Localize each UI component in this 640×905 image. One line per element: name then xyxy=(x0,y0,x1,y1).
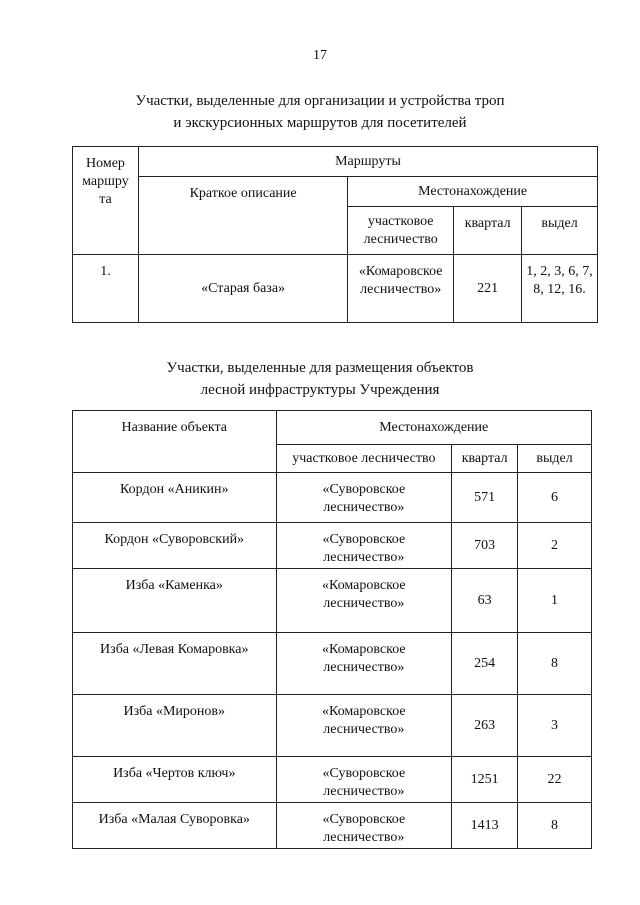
object-plot: 8 xyxy=(518,633,592,695)
section2-title xyxy=(0,357,640,401)
header-quarter: квартал xyxy=(452,445,518,473)
object-quarter: 263 xyxy=(452,695,518,757)
object-name: Изба «Миронов» xyxy=(73,695,277,757)
object-quarter: 703 xyxy=(452,523,518,569)
header-plot: выдел xyxy=(522,207,598,255)
object-forestry: «Суворовское лесничество» xyxy=(276,473,452,523)
object-name: Кордон «Суворовский» xyxy=(73,523,277,569)
header-number: Номер маршру та xyxy=(73,147,139,255)
table-row xyxy=(73,473,592,523)
infrastructure-table xyxy=(72,410,592,849)
route-plot: 1, 2, 3, 6, 7, 8, 12, 16. xyxy=(522,255,598,323)
header-plot: выдел xyxy=(518,445,592,473)
object-plot: 1 xyxy=(518,569,592,633)
object-name: Изба «Чертов ключ» xyxy=(73,757,277,803)
page-number: 17 xyxy=(313,48,327,63)
object-quarter: 63 xyxy=(452,569,518,633)
section2-title-line1: Участки, выделенные для размещения объектов xyxy=(166,360,474,376)
section1-title xyxy=(0,90,640,134)
object-forestry: «Суворовское лесничество» xyxy=(276,523,452,569)
object-forestry: «Комаровское лесничество» xyxy=(276,695,452,757)
object-plot: 3 xyxy=(518,695,592,757)
object-quarter: 1251 xyxy=(452,757,518,803)
route-number: 1. xyxy=(73,255,139,323)
header-routes: Маршруты xyxy=(138,147,597,177)
object-quarter: 1413 xyxy=(452,803,518,849)
object-forestry: «Суворовское лесничество» xyxy=(276,803,452,849)
object-plot: 2 xyxy=(518,523,592,569)
object-forestry: «Комаровское лесничество» xyxy=(276,569,452,633)
route-description: «Старая база» xyxy=(138,255,347,323)
table-row xyxy=(73,255,598,323)
object-plot: 6 xyxy=(518,473,592,523)
header-forestry: участковое лесничество xyxy=(276,445,452,473)
section1-title-line2: и экскурсионных маршрутов для посетителей xyxy=(173,115,467,131)
section2-title-line2: лесной инфраструктуры Учреждения xyxy=(200,382,440,398)
object-forestry: «Комаровское лесничество» xyxy=(276,633,452,695)
object-name: Изба «Малая Суворовка» xyxy=(73,803,277,849)
header-quarter: квартал xyxy=(454,207,522,255)
routes-table xyxy=(72,146,598,323)
route-quarter: 221 xyxy=(454,255,522,323)
table-row xyxy=(73,803,592,849)
object-plot: 8 xyxy=(518,803,592,849)
section1-title-line1: Участки, выделенные для организации и устройства троп xyxy=(135,93,505,109)
header-description: Краткое описание xyxy=(138,177,347,255)
object-quarter: 254 xyxy=(452,633,518,695)
table-row xyxy=(73,695,592,757)
table-row xyxy=(73,569,592,633)
object-name: Кордон «Аникин» xyxy=(73,473,277,523)
object-forestry: «Суворовское лесничество» xyxy=(276,757,452,803)
table-row xyxy=(73,523,592,569)
object-quarter: 571 xyxy=(452,473,518,523)
object-name: Изба «Каменка» xyxy=(73,569,277,633)
table-row xyxy=(73,757,592,803)
object-name: Изба «Левая Комаровка» xyxy=(73,633,277,695)
object-plot: 22 xyxy=(518,757,592,803)
header-forestry: участковое лесничество xyxy=(348,207,454,255)
header-name: Название объекта xyxy=(73,411,277,473)
header-location: Местонахождение xyxy=(276,411,591,445)
table-row xyxy=(73,633,592,695)
header-location: Местонахождение xyxy=(348,177,598,207)
route-forestry: «Комаровское лесничество» xyxy=(348,255,454,323)
